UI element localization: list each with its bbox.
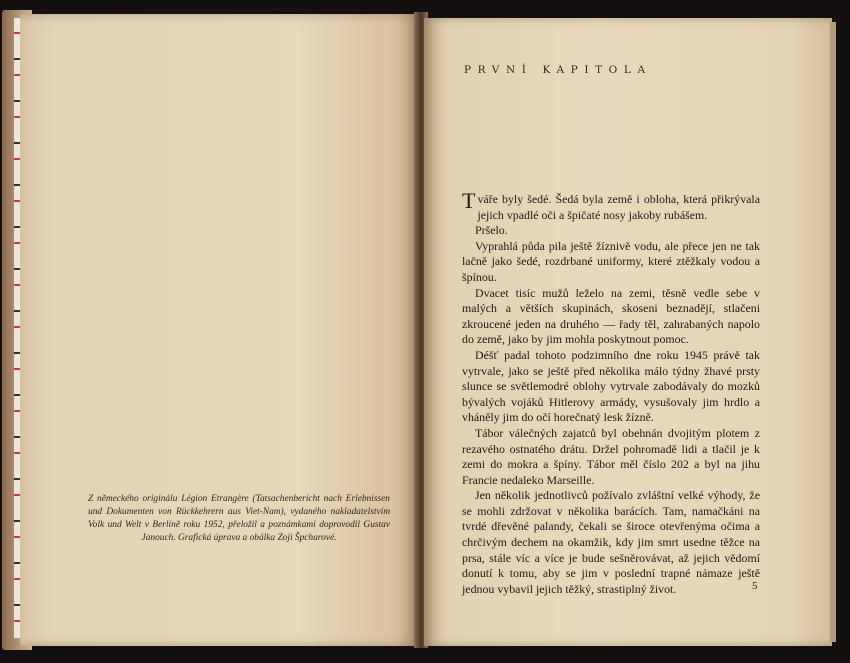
drop-cap: T — [462, 188, 476, 213]
paragraph-text: váře byly šedé. Šedá byla země i obloha, která přikrývala jejich vpadlé oči a špičaté nosy jakoby rubášem. — [477, 192, 760, 222]
chapter-heading: PRVNÍ KAPITOLA — [464, 64, 652, 76]
paragraph: Vyprahlá půda pila ještě žíznivě vodu, ale přece jen ne tak lačně jako šedé, rozdrbané uniformy, které ztěžkaly vodou a špínou. — [462, 238, 760, 284]
colophon-text: Z německého originálu Légion Etrangère (Tatsachenbericht nach Erlebnissen und Dokumenten von Rückkehrern aus Viet-Nam), vydaného nakladatelstvím Volk und Welt v Berlíně roku 1952, přeložil a poznámkami doprovodil Gustav Janouch. Grafická úprava a obálka Zoji Špcharové. — [88, 494, 390, 543]
chapter-body — [462, 188, 760, 597]
paragraph — [462, 188, 760, 223]
paragraph: Dvacet tisíc mužů leželo na zemi, těsně vedle sebe v malých a větších skupinách, skoseni beznadějí, stlačeni zkroucené jeden na druhého — řady těl, zahrabaných napolo do země, jako by jim mohla poskytnout pomoc. — [462, 285, 760, 347]
page-edge — [830, 22, 836, 642]
left-page — [20, 14, 418, 646]
paragraph: Tábor válečných zajatců byl obehnán dvojitým plotem z rezavého ostnatého drátu. Držel pohromadě lidi a tlačil je k zemi do mokra a špíny. Tábor měl číslo 202 a byl na jihu Francie nedaleko Marseille. — [462, 425, 760, 487]
paragraph: Jen několik jednotlivců požívalo zvláštní velké výhody, že se mohli zdržovat v několika barácích. Tam, namačkáni na tvrdé dřevěné palandy, čekali se široce otevřenýma očima a chrčivým dechem na okamžik, kdy jim smrt usedne těžce na prsa, stále víc a více je bude sešněrovávat, až jejich vědomí donutí k tomu, aby se jim v poslední trapné námaze ještě jednou vybavil jejich těžký, strastiplný život. — [462, 488, 760, 596]
paragraph: Pršelo. — [475, 223, 508, 238]
page-number: 5 — [752, 580, 758, 592]
paragraph: Déšť padal tohoto podzimního dne roku 1945 právě tak vytrvale, jako se ještě před několika málo týdny žhavé prsty slunce se světlemodré oblohy vytrvale zabodávaly do mozků bývalých vojáků Hitlerovy armády, vysušovaly jim hrdlo a vháněly jim do očí horečnatý lesk žízně. — [462, 347, 760, 425]
